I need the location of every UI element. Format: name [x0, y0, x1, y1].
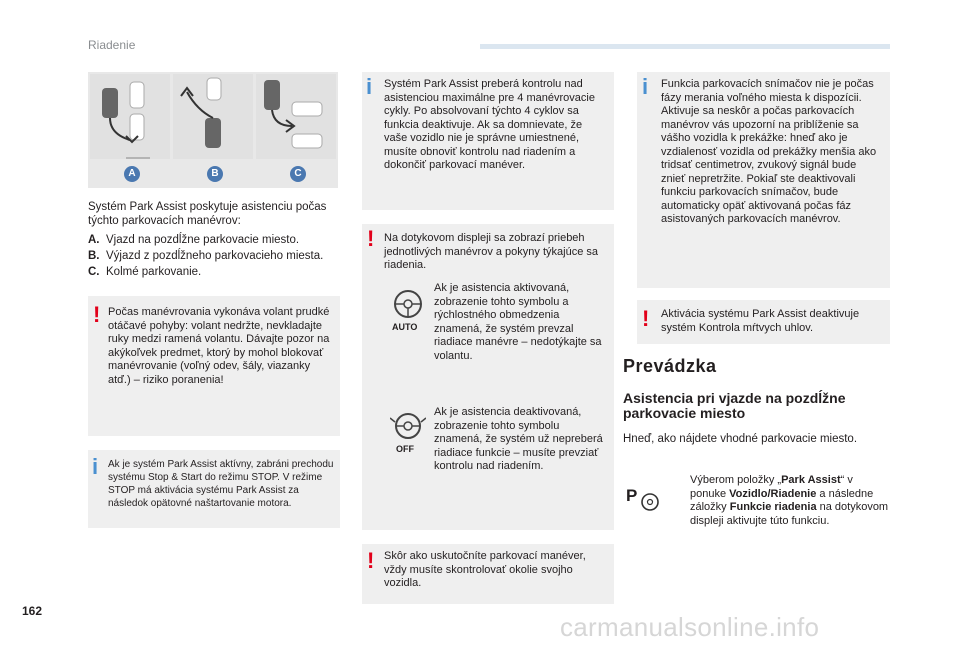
info-icon: i	[366, 74, 373, 99]
warning-intro: Na dotykovom displeji sa zobrazí priebeh jednotlivých manévrov a pokyny týkajúce sa riadenia.	[384, 232, 598, 271]
warning-icon: !	[367, 226, 375, 251]
section-title: Riadenie	[88, 38, 136, 52]
list-item-c	[88, 266, 201, 278]
list-item-a	[88, 234, 299, 246]
steering-wheel-icon	[624, 484, 660, 514]
intro-text: Systém Park Assist poskytuje asistenciu počas týchto parkovacích manévrov:	[88, 201, 327, 227]
warning-text: Skôr ako uskutočníte parkovací manéver, vždy musíte skontrolovať okolie svojho vozidla.	[384, 550, 586, 589]
panel-b	[173, 74, 253, 159]
warning-icon: !	[367, 548, 375, 573]
auto-text: Ak je asistencia aktivovaná, zobrazenie tohto symbolu a rýchlostného obmedzenia znamená, že systém prevzal riadiace manévre – nedotýkajte sa volantu.	[434, 282, 602, 362]
list-text: Výjazd z pozdĺžneho parkovacieho miesta.	[106, 250, 324, 262]
header-bar	[480, 44, 890, 49]
info-box-cycles	[362, 72, 614, 210]
info-text: Systém Park Assist preberá kontrolu nad asistenciou maximálne pre 4 manévrovacie cykly. Po absolvovaní týchto 4 cyklov sa funkcia deaktivuje. Ak sa domnievate, že vaše vozidlo nie je správne umiestnené, musíte obnoviť kontrolu nad riadením a dokončiť parkovací manéver.	[384, 78, 595, 171]
list-letter: A.	[88, 234, 100, 246]
warning-icon: !	[93, 302, 101, 327]
label-b: B	[207, 166, 223, 182]
info-box-sensors	[637, 72, 890, 288]
step-part2: “ v ponuke	[690, 474, 853, 500]
warning-box-blind-spot	[637, 300, 890, 344]
step-part4: na dotykovom displeji aktivujte túto funkciu.	[690, 501, 889, 527]
info-text: Ak je systém Park Assist aktívny, zabráni prechodu systému Stop & Start do režimu STOP. V režime STOP má aktivácia systému Park Assist za následok opätovné naštartovanie motora.	[108, 459, 334, 509]
subsection-heading: Asistencia pri vjazde na pozdĺžne parkovacie miesto	[623, 390, 846, 421]
warning-box-steering	[88, 296, 340, 436]
info-icon: i	[642, 74, 649, 99]
steering-wheel-crossed-icon	[390, 408, 426, 444]
panel-a	[90, 74, 170, 159]
step-part3: a následne záložky	[690, 487, 874, 513]
step-bold2: Vozidlo/Riadenie	[729, 487, 817, 500]
warning-box-display	[362, 224, 614, 530]
list-item-b	[88, 250, 323, 262]
steering-auto-icon	[390, 286, 426, 334]
auto-label: AUTO	[392, 322, 418, 332]
parking-illustration	[88, 72, 338, 188]
warning-box-surroundings	[362, 544, 614, 604]
page-number: 162	[22, 604, 43, 618]
list-letter: C.	[88, 266, 100, 278]
step-instruction	[690, 474, 890, 528]
off-label: OFF	[396, 444, 414, 454]
warning-icon: !	[642, 306, 650, 331]
section-heading: Prevádzka	[623, 356, 717, 376]
steering-wheel-icon	[390, 286, 426, 322]
label-a: A	[124, 166, 140, 182]
step-part1: Výberom položky „	[690, 474, 782, 486]
park-assist-icon	[624, 484, 660, 514]
list-letter: B.	[88, 250, 100, 262]
parking-diagram-a	[90, 74, 170, 159]
info-text: Funkcia parkovacích snímačov nie je počas fázy merania voľného miesta k dispozícii. Aktivuje sa neskôr a počas parkovacích manévrov vás upozorní na priblíženie sa vášho vozidla k prekážke: hneď ako je vzdialenosť vozidla od prekážky menšia ako tridsať centimetrov, zvukový signál bude znieť nepretržite. Pokiaľ ste deaktivovali funkciu parkovacích snímačov, bude automaticky opäť aktivovaná počas fáz asistovaných parkovacích manévrov.	[661, 78, 877, 225]
watermark: carmanualsonline.info	[560, 612, 820, 642]
off-text: Ak je asistencia deaktivovaná, zobrazenie tohto symbolu znamená, že systém už nepreberá riadiace funkcie – musíte prevziať kontrolu nad riadením.	[434, 406, 603, 472]
step-bold3: Funkcie riadenia	[729, 501, 817, 513]
list-text: Kolmé parkovanie.	[106, 266, 202, 278]
info-box-stop-start	[88, 450, 340, 528]
paragraph: Hneď, ako nájdete vhodné parkovacie miesto.	[623, 433, 858, 445]
warning-text: Aktivácia systému Park Assist deaktivuje systém Kontrola mŕtvych uhlov.	[661, 308, 860, 334]
list-text: Vjazd na pozdĺžne parkovacie miesto.	[106, 234, 300, 246]
step-bold1: Park Assist	[781, 474, 841, 486]
steering-off-icon	[390, 408, 426, 456]
info-icon: i	[92, 454, 99, 479]
panel-c	[256, 74, 336, 159]
parking-diagram-c	[256, 74, 336, 159]
label-c: C	[290, 166, 306, 182]
park-assist-p: P	[626, 486, 638, 505]
parking-diagram-b	[173, 74, 253, 159]
warning-text: Počas manévrovania vykonáva volant prudké otáčavé pohyby: volant nedržte, nevkladajte ruky medzi ramená volantu. Dávajte pozor na akýkoľvek predmet, ktorý by mohol blokovať manévrovanie (voľný odev, šály, viazanky atď.) – riziko poranenia!	[108, 306, 330, 386]
